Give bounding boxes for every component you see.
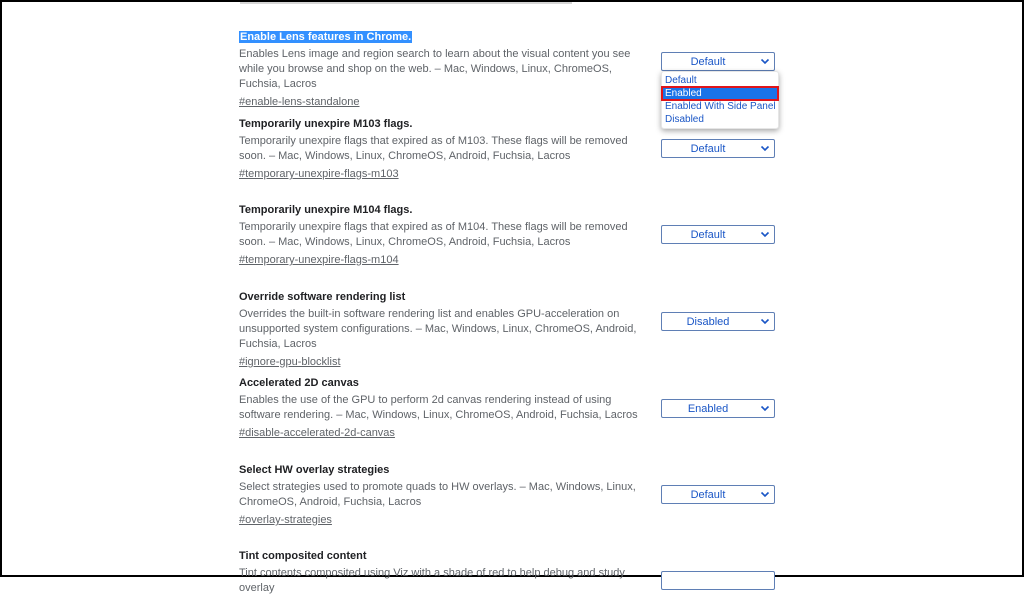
flag-tint-composited-content <box>239 549 779 596</box>
select-value: Default <box>690 489 726 501</box>
select-value: Default <box>690 56 726 68</box>
flag-title: Temporarily unexpire M104 flags. <box>239 204 413 216</box>
flag-description: Enables Lens image and region search to learn about the visual content you see while you browse and shop on the web. – Mac, Windows, Linux, ChromeOS, Fuchsia, Lacros <box>239 48 631 90</box>
chevron-down-icon <box>760 57 770 66</box>
flag-description: Temporarily unexpire flags that expired as of M104. These flags will be removed soon. – Mac, Windows, Linux, ChromeOS, Android, Fuchsia, Lacros <box>239 221 628 248</box>
flag-description: Tint contents composited using Viz with a shade of red to help debug and study overlay <box>239 567 625 594</box>
flag-disable-accelerated-2d-canvas <box>239 376 779 441</box>
chevron-down-icon <box>760 230 770 239</box>
flag-anchor-link[interactable]: #temporary-unexpire-flags-m104 <box>239 254 399 266</box>
flag-title: Temporarily unexpire M103 flags. <box>239 118 413 130</box>
select-value: Disabled <box>686 316 730 328</box>
flag-ignore-gpu-blocklist <box>239 290 779 370</box>
dropdown-option-enabled-with-side-panel[interactable]: Enabled With Side Panel <box>665 101 776 112</box>
select-value: Enabled <box>687 403 729 415</box>
chevron-down-icon <box>760 317 770 326</box>
flag-description: Select strategies used to promote quads to HW overlays. – Mac, Windows, Linux, ChromeOS, Android, Fuchsia, Lacros <box>239 481 636 508</box>
flag-description: Enables the use of the GPU to perform 2d canvas rendering instead of using software rendering. – Mac, Windows, Linux, ChromeOS, Android, Fuchsia, Lacros <box>239 394 638 421</box>
dropdown-option-disabled[interactable]: Disabled <box>665 114 704 125</box>
flag-title: Select HW overlay strategies <box>239 464 390 476</box>
dropdown-option-default[interactable]: Default <box>665 75 697 86</box>
flag-temporary-unexpire-flags-m104 <box>239 203 779 268</box>
flag-overlay-strategies <box>239 463 779 528</box>
flag-state-select[interactable] <box>661 52 775 71</box>
flag-state-select[interactable] <box>661 399 775 418</box>
select-value: Default <box>690 143 726 155</box>
flag-title: Accelerated 2D canvas <box>239 377 359 389</box>
flag-description: Overrides the built-in software rendering list and enables GPU-acceleration on unsupported system configurations. – Mac, Windows, Linux, ChromeOS, Android, Fuchsia, Lacros <box>239 308 637 350</box>
flag-state-select[interactable] <box>661 485 775 504</box>
dropdown-option-enabled[interactable]: Enabled <box>662 87 778 100</box>
flag-state-select[interactable] <box>661 225 775 244</box>
select-value: Default <box>690 229 726 241</box>
flag-title: Enable Lens features in Chrome. <box>240 31 412 43</box>
flag-title: Override software rendering list <box>239 291 406 303</box>
flag-anchor-link[interactable]: #overlay-strategies <box>239 514 332 526</box>
flag-state-select[interactable] <box>661 312 775 331</box>
flag-state-select[interactable] <box>661 139 775 158</box>
chevron-down-icon <box>760 490 770 499</box>
divider <box>240 2 572 4</box>
flag-anchor-link[interactable]: #ignore-gpu-blocklist <box>239 356 341 368</box>
chevron-down-icon <box>760 144 770 153</box>
flag-state-select[interactable] <box>661 571 775 590</box>
flag-state-dropdown-list <box>661 71 779 129</box>
flag-anchor-link[interactable]: #disable-accelerated-2d-canvas <box>239 427 395 439</box>
flag-anchor-link[interactable]: #enable-lens-standalone <box>239 96 360 108</box>
flag-description: Temporarily unexpire flags that expired as of M103. These flags will be removed soon. – Mac, Windows, Linux, ChromeOS, Android, Fuchsia, Lacros <box>239 135 628 162</box>
flag-title: Tint composited content <box>239 550 367 562</box>
chevron-down-icon <box>760 404 770 413</box>
flag-anchor-link[interactable]: #temporary-unexpire-flags-m103 <box>239 168 399 180</box>
